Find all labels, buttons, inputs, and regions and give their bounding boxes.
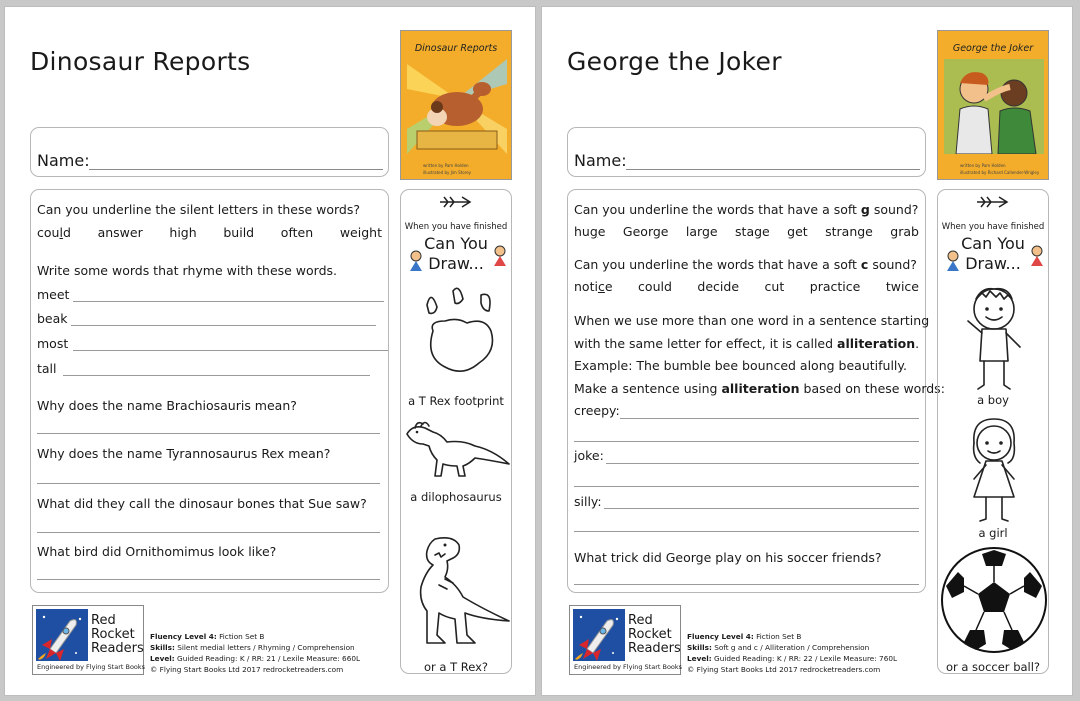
name-field[interactable] xyxy=(89,169,383,170)
cover-dinosaur-illustration xyxy=(407,59,507,154)
word-item[interactable]: George xyxy=(622,224,669,239)
word-item[interactable]: could xyxy=(638,279,672,294)
page-title: Dinosaur Reports xyxy=(30,47,251,76)
logo-text: Readers xyxy=(91,641,144,656)
word-item[interactable]: could xyxy=(37,225,71,240)
word-item[interactable]: often xyxy=(280,225,314,240)
word-item[interactable]: large xyxy=(685,224,718,239)
name-box xyxy=(30,127,389,177)
name-label: Name: xyxy=(37,151,90,170)
info-label: Fluency Level 4: xyxy=(687,632,754,641)
logo-engineered-by: Engineered by Flying Start Books xyxy=(574,663,683,671)
soft-c-words xyxy=(574,279,919,294)
answer-line-q4[interactable] xyxy=(37,483,380,484)
word-item[interactable]: stage xyxy=(735,224,770,239)
copyright: © Flying Start Books Ltd 2017 redrocketreaders.com xyxy=(150,665,344,674)
arrow-right-icon xyxy=(440,196,474,208)
word-item[interactable]: build xyxy=(223,225,255,240)
info-label: Fluency Level 4: xyxy=(150,632,217,641)
question-trick: What trick did George play on his soccer friends? xyxy=(574,550,882,565)
cover-title: Dinosaur Reports xyxy=(414,43,498,54)
silent-letter-words xyxy=(37,225,382,240)
answer-line-creepy[interactable] xyxy=(620,418,919,419)
question-soft-g: Can you underline the words that have a soft g sound? xyxy=(574,202,919,217)
word-item[interactable]: grab xyxy=(890,224,919,239)
answer-line-meet[interactable] xyxy=(73,301,384,302)
logo-text: Readers xyxy=(628,641,681,656)
info-value: Fiction Set B xyxy=(216,632,265,641)
draw-label: Draw... xyxy=(965,254,1021,273)
logo-text: Red xyxy=(628,613,653,628)
answer-line-creepy-2[interactable] xyxy=(574,441,919,442)
draw-label: Draw... xyxy=(428,254,484,273)
name-label: Name: xyxy=(574,151,627,170)
caption-footprint: a T Rex footprint xyxy=(408,394,504,408)
alliteration-example: Example: The bumble bee bounced along beautifully. xyxy=(574,358,907,373)
rhyme-word-meet: meet xyxy=(37,287,70,302)
caption-girl: a girl xyxy=(978,526,1008,540)
answer-line-tall[interactable] xyxy=(63,375,370,376)
allit-word-silly: silly: xyxy=(574,494,602,509)
logo-text: Rocket xyxy=(91,627,135,642)
word-item[interactable]: cut xyxy=(764,279,785,294)
soft-g-words xyxy=(574,224,919,239)
can-you-label: Can You xyxy=(961,234,1025,253)
rhyme-word-tall: tall xyxy=(37,361,57,376)
answer-line-joke-2[interactable] xyxy=(574,486,919,487)
question-rhyme: Write some words that rhyme with these words. xyxy=(37,263,338,278)
word-item[interactable]: get xyxy=(787,224,808,239)
rocket-logo-icon xyxy=(36,609,88,661)
footprint-drawing xyxy=(413,285,501,385)
book-cover xyxy=(400,30,512,180)
question-ornithomimus: What bird did Ornithomimus look like? xyxy=(37,544,277,559)
dilophosaurus-drawing xyxy=(403,420,511,478)
t-rex-drawing xyxy=(405,535,511,647)
cover-illustrator: illustrated by Richard Callender-Wrigley xyxy=(960,170,1040,175)
logo-text: Red xyxy=(91,613,116,628)
book-cover xyxy=(937,30,1049,180)
info-value: Soft g and c / Alliteration / Comprehension xyxy=(711,643,870,652)
answer-line-silly-2[interactable] xyxy=(574,531,919,532)
questions-box xyxy=(567,189,945,593)
answer-line-beak[interactable] xyxy=(71,325,376,326)
boy-drawing xyxy=(962,285,1026,393)
info-label: Level: xyxy=(150,654,175,663)
when-finished-label: When you have finished xyxy=(941,222,1045,232)
word-item[interactable]: notice xyxy=(574,279,613,294)
rhyme-word-beak: beak xyxy=(37,311,68,326)
caption-soccer-ball: or a soccer ball? xyxy=(945,660,1041,674)
answer-line-q3[interactable] xyxy=(37,433,380,434)
info-value: Fiction Set B xyxy=(753,632,802,641)
word-item[interactable]: high xyxy=(169,225,197,240)
questions-box xyxy=(30,189,389,593)
word-item[interactable]: practice xyxy=(809,279,861,294)
info-value: Guided Reading: K / RR: 21 / Lexile Measure: 660L xyxy=(174,654,361,663)
answer-line-joke[interactable] xyxy=(606,463,919,464)
copyright: © Flying Start Books Ltd 2017 redrocketreaders.com xyxy=(687,665,881,674)
answer-line-trick[interactable] xyxy=(574,584,919,585)
worksheet-dinosaur-reports xyxy=(4,6,536,696)
cover-title: George the Joker xyxy=(952,43,1034,54)
question-tyrannosaurus: Why does the name Tyrannosaurus Rex mean? xyxy=(37,446,331,461)
answer-line-silly[interactable] xyxy=(604,508,919,509)
can-you-label: Can You xyxy=(424,234,488,253)
word-item[interactable]: decide xyxy=(697,279,740,294)
girl-drawing xyxy=(962,415,1026,525)
answer-line-q5[interactable] xyxy=(37,532,380,533)
caption-t-rex: or a T Rex? xyxy=(423,660,489,674)
can-you-draw-box xyxy=(400,189,512,674)
allit-word-joke: joke: xyxy=(574,448,604,463)
alliteration-text-2: with the same letter for effect, it is called alliteration. xyxy=(574,336,920,351)
info-value: Silent medial letters / Rhyming / Comprehension xyxy=(174,643,355,652)
question-silent-letters: Can you underline the silent letters in these words? xyxy=(37,202,361,217)
alliteration-text-1: When we use more than one word in a sentence starting xyxy=(574,313,930,328)
logo-text: Rocket xyxy=(628,627,672,642)
name-field[interactable] xyxy=(626,169,920,170)
cover-author: written by Pam Holden xyxy=(960,163,1006,168)
word-item[interactable]: twice xyxy=(885,279,919,294)
info-label: Skills: xyxy=(687,643,712,652)
red-rocket-readers-logo xyxy=(569,605,681,675)
book-info xyxy=(150,631,360,675)
allit-word-creepy: creepy: xyxy=(574,403,620,418)
book-info xyxy=(687,631,897,675)
can-you-draw-box xyxy=(937,189,1049,674)
question-soft-c: Can you underline the words that have a soft c sound? xyxy=(574,257,917,272)
cover-illustrator: illustrated by Jim Storey xyxy=(423,170,472,175)
word-item[interactable]: weight xyxy=(339,225,382,240)
answer-line-q6[interactable] xyxy=(37,579,380,580)
name-box xyxy=(567,127,926,177)
question-dinosaur-bones: What did they call the dinosaur bones that Sue saw? xyxy=(37,496,367,511)
page-title: George the Joker xyxy=(567,47,782,76)
logo-engineered-by: Engineered by Flying Start Books xyxy=(37,663,146,671)
soccer-ball-drawing xyxy=(940,546,1048,654)
rhyme-word-most: most xyxy=(37,336,69,351)
word-item[interactable]: answer xyxy=(97,225,143,240)
caption-dilophosaurus: a dilophosaurus xyxy=(410,490,502,504)
caption-boy: a boy xyxy=(977,393,1009,407)
alliteration-instruction: Make a sentence using alliteration based on these words: xyxy=(574,381,945,396)
word-item[interactable]: huge xyxy=(574,224,606,239)
worksheet-george-the-joker xyxy=(541,6,1073,696)
question-brachiosauris: Why does the name Brachiosauris mean? xyxy=(37,398,297,413)
word-item[interactable]: strange xyxy=(825,224,873,239)
answer-line-most[interactable] xyxy=(73,350,388,351)
arrow-right-icon xyxy=(977,196,1011,208)
when-finished-label: When you have finished xyxy=(404,222,508,232)
cover-boys-illustration xyxy=(944,59,1044,154)
info-label: Level: xyxy=(687,654,712,663)
info-label: Skills: xyxy=(150,643,175,652)
red-rocket-readers-logo xyxy=(32,605,144,675)
cover-author: written by Pam Holden xyxy=(423,163,469,168)
info-value: Guided Reading: K / RR: 22 / Lexile Measure: 760L xyxy=(711,654,898,663)
rocket-logo-icon xyxy=(573,609,625,661)
